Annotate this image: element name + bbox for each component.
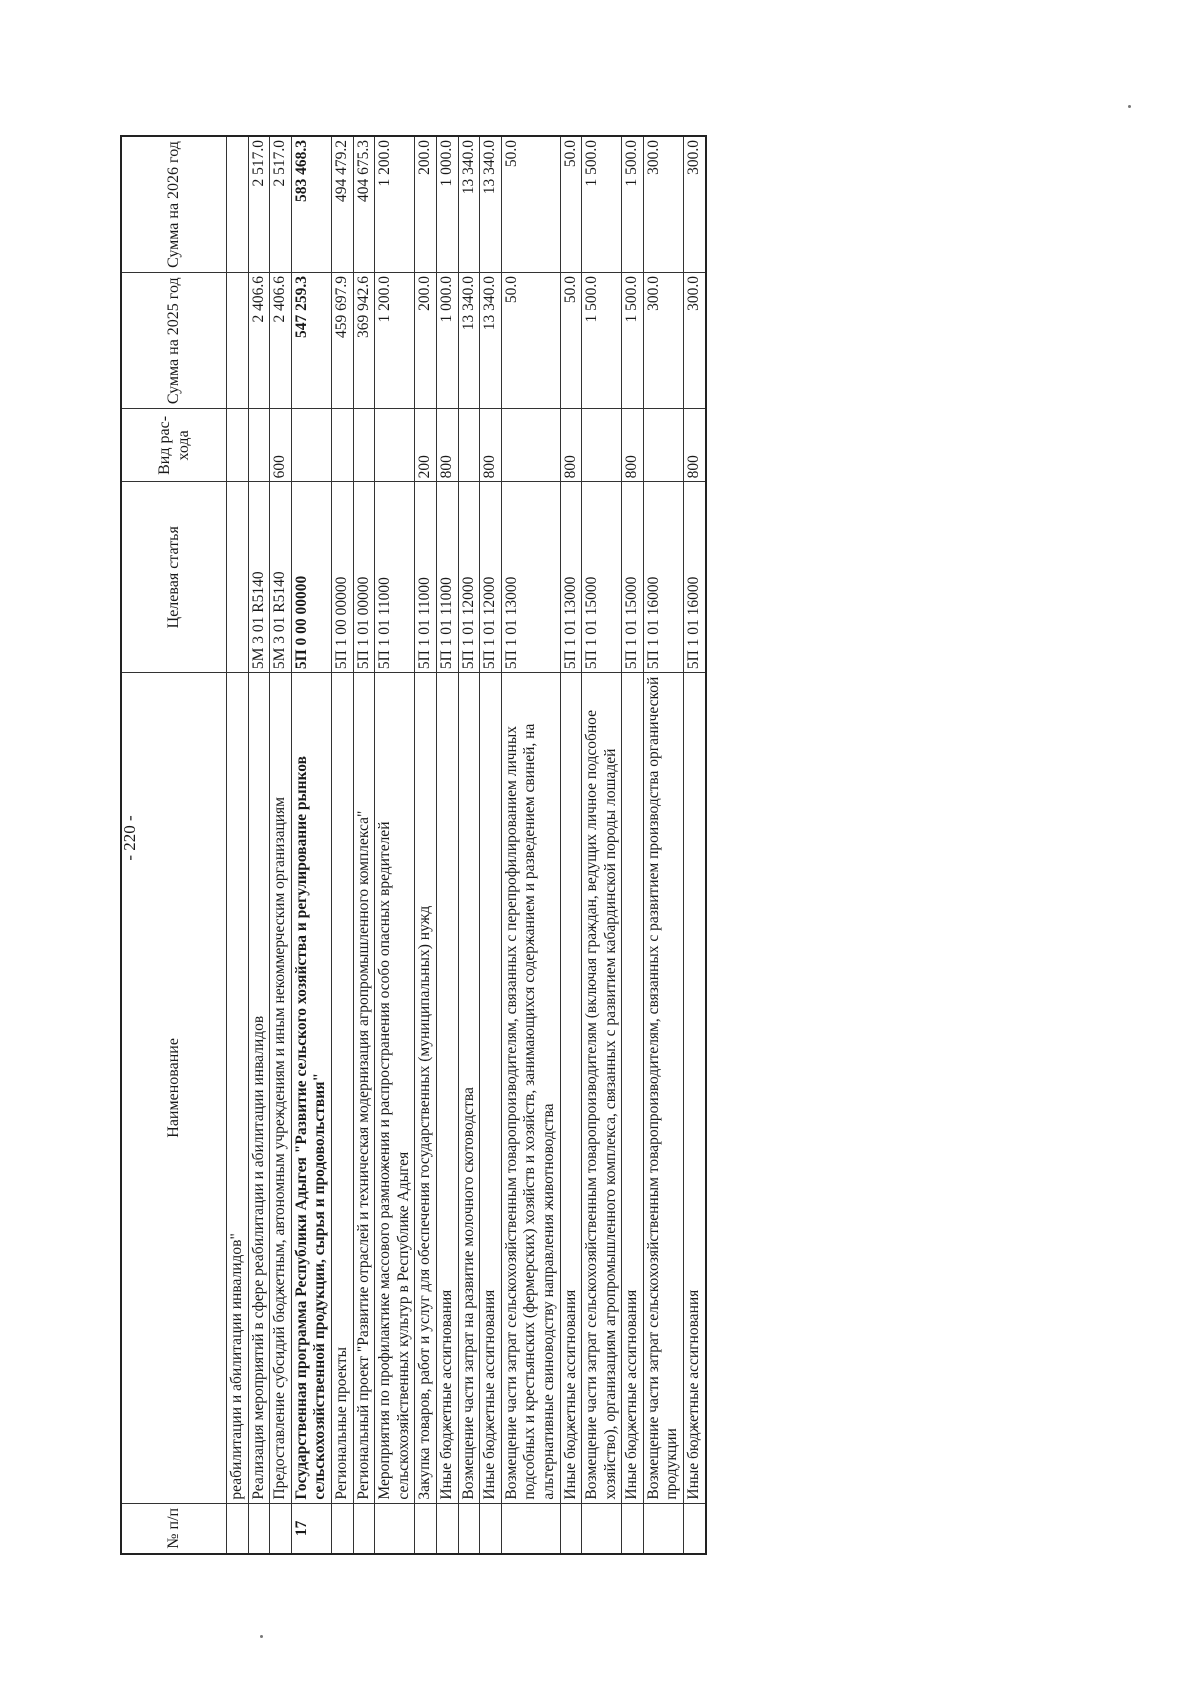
cell-code: 5П 1 01 11000 [375, 482, 415, 673]
cell-name: Мероприятия по профилактике массового размножения и распространения особо опасных вредителей сельскохозяйственных культур в Республике Адыгея [375, 673, 415, 1503]
scan-speck [1128, 105, 1131, 108]
cell-name: Иные бюджетные ассигнования [622, 673, 644, 1503]
table-row [353, 136, 375, 1554]
cell-name: Возмещение части затрат сельскохозяйственным товаропроизводителям, связанных с перепрофилированием личных подсобных и крестьянских (фермерских) хозяйств и хозяйств, занимающихся содержанием и разведением свиней, на альтернативные свиноводству направления животноводства [501, 673, 560, 1503]
cell-sum-2025: 13 340.0 [458, 273, 480, 409]
rotated-table-wrapper [120, 135, 1070, 1555]
table-row [582, 136, 622, 1554]
cell-sum-2025: 50.0 [501, 273, 560, 409]
cell-sum-2025: 459 697.9 [331, 273, 353, 409]
cell-name: реабилитации и абилитации инвалидов" [227, 673, 249, 1503]
table-row [643, 136, 683, 1554]
cell-code: 5П 1 01 11000 [415, 482, 437, 673]
cell-code [227, 482, 249, 673]
table-row [436, 136, 458, 1554]
cell-num [480, 1503, 502, 1554]
cell-name: Предоставление субсидий бюджетным, автономным учреждениям и иным некоммерческим организациям [270, 673, 292, 1503]
page-number: - 220 - [120, 815, 139, 861]
cell-sum-2026: 583 468.3 [291, 136, 331, 273]
cell-code: 5П 1 01 13000 [560, 482, 582, 673]
table-row [684, 136, 706, 1554]
cell-sum-2026: 404 675.3 [353, 136, 375, 273]
cell-sum-2026: 2 517.0 [248, 136, 270, 273]
cell-num [353, 1503, 375, 1554]
cell-kind [375, 409, 415, 482]
cell-code: 5П 1 01 12000 [480, 482, 502, 673]
cell-kind [458, 409, 480, 482]
table-row [270, 136, 292, 1554]
cell-kind [227, 409, 249, 482]
cell-sum-2026: 494 479.2 [331, 136, 353, 273]
cell-num [415, 1503, 437, 1554]
cell-sum-2025: 2 406.6 [270, 273, 292, 409]
header-name: Наименование [121, 673, 227, 1503]
header-kind: Вид рас-хода [121, 409, 227, 482]
table-row [375, 136, 415, 1554]
cell-name: Иные бюджетные ассигнования [684, 673, 706, 1503]
table-body [227, 136, 706, 1554]
cell-sum-2026: 1 000.0 [436, 136, 458, 273]
cell-kind: 800 [480, 409, 502, 482]
cell-code: 5П 1 01 00000 [353, 482, 375, 673]
cell-code: 5П 1 01 13000 [501, 482, 560, 673]
cell-sum-2026: 300.0 [643, 136, 683, 273]
cell-code: 5П 1 01 12000 [458, 482, 480, 673]
table-row [480, 136, 502, 1554]
cell-sum-2026: 2 517.0 [270, 136, 292, 273]
table-row [248, 136, 270, 1554]
header-sum-2026: Сумма на 2026 год [121, 136, 227, 273]
cell-code: 5П 1 01 16000 [643, 482, 683, 673]
header-code: Целевая статья [121, 482, 227, 673]
scan-speck [260, 1635, 263, 1638]
cell-sum-2025: 1 500.0 [582, 273, 622, 409]
cell-sum-2026: 50.0 [501, 136, 560, 273]
cell-sum-2025: 2 406.6 [248, 273, 270, 409]
cell-code: 5М 3 01 R5140 [270, 482, 292, 673]
cell-kind [501, 409, 560, 482]
cell-sum-2026: 13 340.0 [480, 136, 502, 273]
cell-name: Возмещение части затрат сельскохозяйственным товаропроизводителям (включая граждан, ведущих личное подсобное хозяйство), организациям агропромышленного комплекса, связанных с развитием кабардинской породы лошадей [582, 673, 622, 1503]
table-row [291, 136, 331, 1554]
cell-name: Иные бюджетные ассигнования [436, 673, 458, 1503]
cell-num [375, 1503, 415, 1554]
cell-kind: 200 [415, 409, 437, 482]
cell-num [458, 1503, 480, 1554]
cell-name: Реализация мероприятий в сфере реабилитации и абилитации инвалидов [248, 673, 270, 1503]
cell-code: 5П 1 01 15000 [582, 482, 622, 673]
cell-sum-2026: 1 500.0 [622, 136, 644, 273]
cell-code: 5П 1 01 16000 [684, 482, 706, 673]
cell-sum-2026: 200.0 [415, 136, 437, 273]
cell-kind: 800 [622, 409, 644, 482]
cell-sum-2025: 300.0 [643, 273, 683, 409]
cell-name: Возмещение части затрат на развитие молочного скотоводства [458, 673, 480, 1503]
cell-sum-2026: 300.0 [684, 136, 706, 273]
table-row [415, 136, 437, 1554]
cell-kind: 600 [270, 409, 292, 482]
cell-name: Региональные проекты [331, 673, 353, 1503]
budget-table [120, 135, 707, 1555]
cell-code: 5П 1 01 15000 [622, 482, 644, 673]
cell-kind [353, 409, 375, 482]
cell-code: 5П 1 00 00000 [331, 482, 353, 673]
cell-sum-2026: 13 340.0 [458, 136, 480, 273]
cell-sum-2025: 1 000.0 [436, 273, 458, 409]
cell-num [331, 1503, 353, 1554]
table-row [458, 136, 480, 1554]
cell-num [684, 1503, 706, 1554]
cell-num [436, 1503, 458, 1554]
cell-sum-2026 [227, 136, 249, 273]
cell-sum-2025: 13 340.0 [480, 273, 502, 409]
cell-num [622, 1503, 644, 1554]
cell-kind: 800 [560, 409, 582, 482]
cell-name: Закупка товаров, работ и услуг для обеспечения государственных (муниципальных) нужд [415, 673, 437, 1503]
cell-name: Государственная программа Республики Адыгея "Развитие сельского хозяйства и регулирование рынков сельскохозяйственной продукции, сырья и продовольствия" [291, 673, 331, 1503]
cell-code: 5П 1 01 11000 [436, 482, 458, 673]
cell-kind: 800 [684, 409, 706, 482]
cell-name: Иные бюджетные ассигнования [480, 673, 502, 1503]
cell-sum-2025: 300.0 [684, 273, 706, 409]
cell-num [501, 1503, 560, 1554]
cell-sum-2025: 50.0 [560, 273, 582, 409]
cell-num [582, 1503, 622, 1554]
cell-kind: 800 [436, 409, 458, 482]
table-row [331, 136, 353, 1554]
table-row [560, 136, 582, 1554]
table-header-row [121, 136, 227, 1554]
cell-num [643, 1503, 683, 1554]
cell-sum-2025: 547 259.3 [291, 273, 331, 409]
cell-kind [643, 409, 683, 482]
cell-sum-2025: 200.0 [415, 273, 437, 409]
cell-sum-2026: 50.0 [560, 136, 582, 273]
cell-name: Возмещение части затрат сельскохозяйственным товаропроизводителям, связанных с развитием производства органической продукции [643, 673, 683, 1503]
table-row [227, 136, 249, 1554]
cell-num [227, 1503, 249, 1554]
cell-sum-2026: 1 500.0 [582, 136, 622, 273]
cell-kind [248, 409, 270, 482]
header-num: № п/п [121, 1503, 227, 1554]
cell-name: Региональный проект "Развитие отраслей и техническая модернизация агропромышленного комплекса" [353, 673, 375, 1503]
cell-num [270, 1503, 292, 1554]
cell-code: 5П 0 00 00000 [291, 482, 331, 673]
cell-kind [291, 409, 331, 482]
cell-sum-2026: 1 200.0 [375, 136, 415, 273]
cell-num [248, 1503, 270, 1554]
cell-num [560, 1503, 582, 1554]
cell-sum-2025 [227, 273, 249, 409]
table-row [622, 136, 644, 1554]
cell-sum-2025: 1 200.0 [375, 273, 415, 409]
cell-code: 5М 3 01 R5140 [248, 482, 270, 673]
cell-sum-2025: 369 942.6 [353, 273, 375, 409]
header-sum-2025: Сумма на 2025 год [121, 273, 227, 409]
table-row [501, 136, 560, 1554]
cell-kind [582, 409, 622, 482]
cell-num: 17 [291, 1503, 331, 1554]
cell-sum-2025: 1 500.0 [622, 273, 644, 409]
cell-kind [331, 409, 353, 482]
cell-name: Иные бюджетные ассигнования [560, 673, 582, 1503]
